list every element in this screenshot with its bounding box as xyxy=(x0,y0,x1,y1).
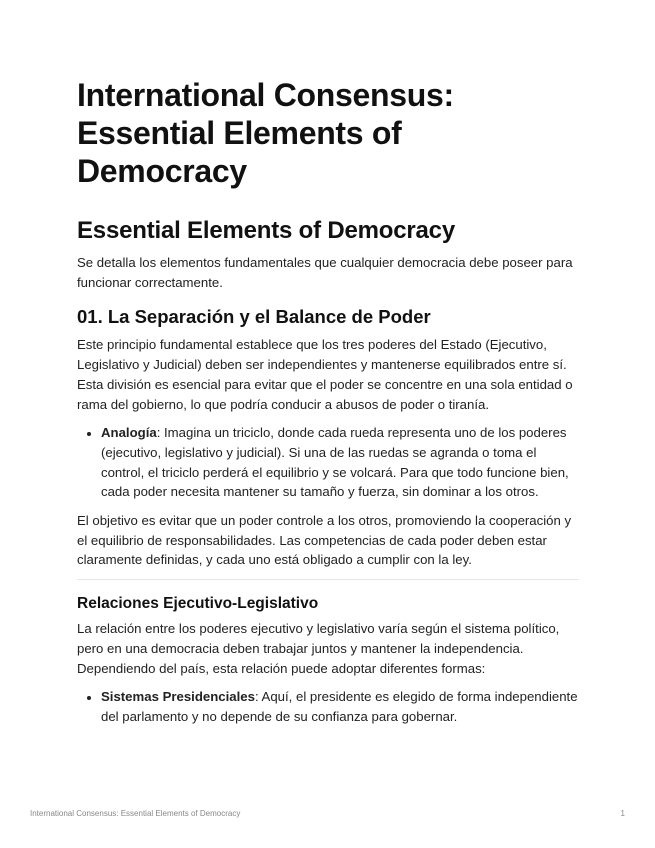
list-item xyxy=(101,423,579,502)
list-item xyxy=(101,687,579,726)
page-number: 1 xyxy=(620,809,625,818)
divider xyxy=(77,579,579,580)
bullet-label: Sistemas Presidenciales xyxy=(101,689,255,705)
bullet-text: : Imagina un triciclo, donde cada rueda representa uno de los poderes (ejecutivo, legislativo y judicial). Si una de las ruedas se agranda o toma el control, el triciclo perderá el equilibrio y se volcará. Para que todo funcione bien, cada poder necesita mantener su tamaño y fuerza, sin dominar a los otros. xyxy=(101,425,569,500)
relations-paragraph: La relación entre los poderes ejecutivo y legislativo varía según el sistema político, pero en una democracia deben trabajar juntos y mantener la independencia. Dependiendo del país, esta relación puede adoptar diferentes formas: xyxy=(77,621,560,676)
separation-bullet-list xyxy=(77,423,579,502)
subsection-heading-separation: 01. La Separación y el Balance de Poder xyxy=(77,306,431,328)
subsection-heading-relations: Relaciones Ejecutivo-Legislativo xyxy=(77,595,319,613)
separation-paragraph-2: El objetivo es evitar que un poder controle a los otros, promoviendo la cooperación y el equilibrio de responsabilidades. Las competencias de cada poder deben estar claramente definidas, y cada uno está obligado a cumplir con la ley. xyxy=(77,513,572,568)
bullet-text: : Aquí, el presidente es elegido de forma independiente del parlamento y no depende de su confianza para gobernar. xyxy=(101,689,578,724)
relations-bullet-list xyxy=(77,687,579,726)
footer-title: International Consensus: Essential Elements of Democracy xyxy=(30,809,241,818)
document-title: International Consensus: Essential Elements of Democracy xyxy=(77,77,454,189)
separation-paragraph-1: Este principio fundamental establece que los tres poderes del Estado (Ejecutivo, Legislativo y Judicial) deben ser independientes y mantenerse equilibrados entre sí. Esta división es esencial para evitar que el poder se concentre en una sola entidad o rama del gobierno, lo que podría conducir a abusos de poder o tiranía. xyxy=(77,337,573,412)
page-footer xyxy=(30,809,625,818)
document-page xyxy=(77,76,579,736)
intro-paragraph: Se detalla los elementos fundamentales que cualquier democracia debe poseer para funcionar correctamente. xyxy=(77,255,573,290)
section-heading: Essential Elements of Democracy xyxy=(77,217,455,244)
bullet-label: Analogía xyxy=(101,425,157,441)
